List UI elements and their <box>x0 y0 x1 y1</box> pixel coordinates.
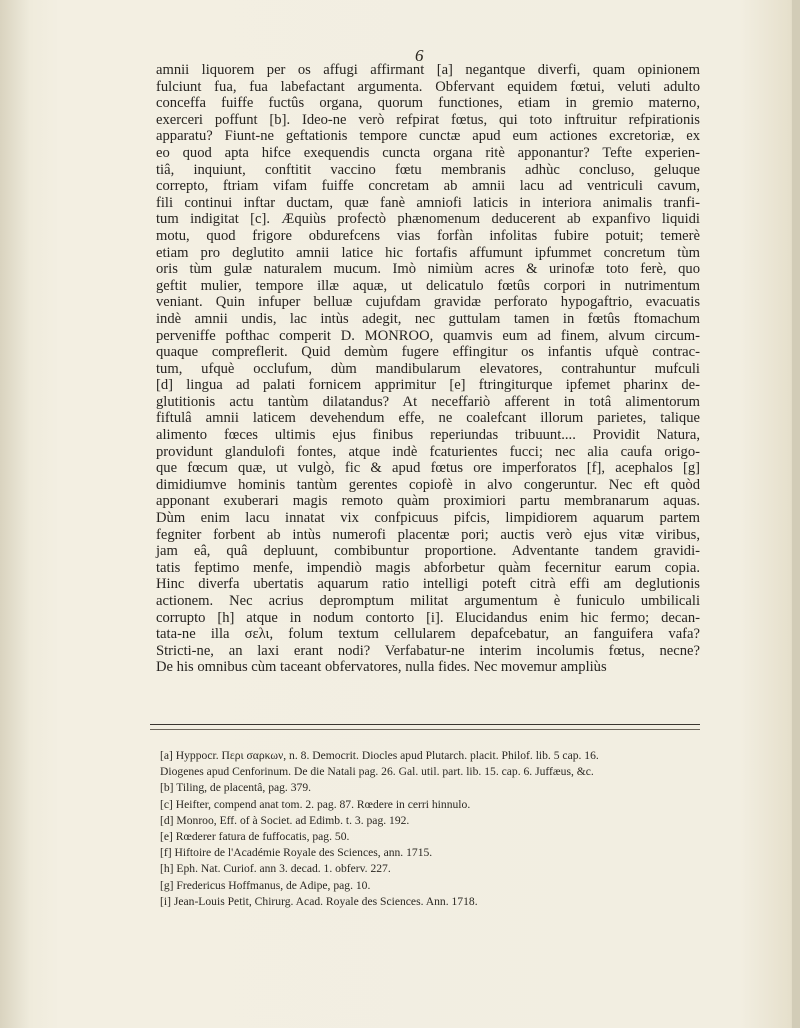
text-line: eo quod apta hifce exequendis cuncta organa ritè apponantur? Tefte experien- <box>156 144 700 161</box>
footnote-rule-thin <box>150 729 700 730</box>
text-line: corrupto [h] atque in nodum contorto [i]. Elucidandus enim hic fermo; decan- <box>156 609 700 626</box>
footnote: [b] Tiling, de placentâ, pag. 379. <box>160 781 312 795</box>
body-text <box>156 62 700 676</box>
text-line: oris tùm gulæ naturalem mucum. Imò nimiùm acres & urinofæ toto ferè, quo <box>156 261 700 278</box>
footnote: Diogenes apud Cenforinum. De die Natali pag. 26. Gal. util. part. lib. 15. cap. 6. Juffæus, &c. <box>160 765 594 779</box>
text-line: exerceri poffunt [b]. Ideo-ne verò refpirat fœtus, qui toto inftruitur refpirationis <box>156 111 700 128</box>
text-line: alimento fœces ultimis ejus finibus reperiundas tribuunt.... Providit Natura, <box>156 427 700 444</box>
text-line: [d] lingua ad palati fornicem apprimitur [e] ftringiturque ipfemet pharinx de- <box>156 377 700 394</box>
text-line: veniant. Quin infuper belluæ cujufdam gravidæ perforato hypogaftrio, evacuatis <box>156 294 700 311</box>
footnote: [e] Rœderer fatura de fuffocatis, pag. 50. <box>160 830 350 844</box>
text-line: geftit mulier, tempore illæ aquæ, ut delicatulo fœtûs corpori in nutrimentum <box>156 277 700 294</box>
footnote: [g] Fredericus Hoffmanus, de Adipe, pag. 10. <box>160 878 371 892</box>
text-line: tum, ufquè occlufum, dùm mandibularum elevatores, contrahuntur mufculi <box>156 360 700 377</box>
text-line: que fœcum quæ, ut vulgò, fic & apud fœtus ore imperforatos [f], acephalos [g] <box>156 460 700 477</box>
page-number: 6 <box>415 46 424 65</box>
text-line: fegniter forbent ab intùs numerofi placentæ pori; auctis verò ejus vitæ viribus, <box>156 526 700 543</box>
footnote: [h] Eph. Nat. Curiof. ann 3. decad. 1. obferv. 227. <box>160 862 391 876</box>
text-line: etiam pro deglutito amnii latice hic fortafis affumunt ipfummet concretum tùm <box>156 244 700 261</box>
text-line: Hinc diverfa ubertatis aquarum ratio intelligi poteft citrà effi am deglutionis <box>156 576 700 593</box>
footnote: [d] Monroo, Eff. of à Societ. ad Edimb. t. 3. pag. 192. <box>160 813 410 827</box>
text-line: Stricti-ne, an laxi erant nodi? Verfabatur-ne interim incolumis fœtus, necne? <box>156 642 700 659</box>
text-line: glutitionis actu tantùm dilatandus? At neceffariò afferent in totâ alimentorum <box>156 393 700 410</box>
text-line: De his omnibus cùm taceant obfervatores, nulla fides. Nec movemur ampliùs <box>156 659 607 676</box>
text-line: apparatu? Fiunt-ne geftationis tempore cunctæ apud eum actiones excretoriæ, ex <box>156 128 700 145</box>
text-line: quaque compreflerit. Quid demùm fugere effingitur os infantis ufquè contrac- <box>156 344 700 361</box>
text-line: tatis feptimo menfe, impendiò magis abforbetur quàm fecernitur earum copia. <box>156 559 700 576</box>
text-line: fili continui inftar ductam, quæ fanè amniofi laticis in interiora animalis tranfi- <box>156 194 700 211</box>
text-line: correpto, ftriam vifam fuiffe concretam ab amnii lacu ad ventriculi cavum, <box>156 178 700 195</box>
text-line: conceffa fuiffe fuctûs organa, quorum functiones, etiam in gremio materno, <box>156 95 700 112</box>
footnote: [a] Hyppocr. Περι σαρκων, n. 8. Democrit. Diocles apud Plutarch. placit. Philof. lib. 5 cap. 16. <box>160 749 599 762</box>
footnotes <box>160 748 705 910</box>
footnote-rule <box>150 724 700 725</box>
footnote: [i] Jean-Louis Petit, Chirurg. Acad. Royale des Sciences. Ann. 1718. <box>160 894 478 908</box>
text-line: tata-ne illa σελι, folum textum cellularem depafcebatur, an fanguifera vafa? <box>156 626 700 643</box>
text-line: jam eâ, quâ depluunt, combibuntur proportione. Adventante tandem gravidi- <box>156 543 700 560</box>
text-line: motu, quod frigore obdurefcens vias forfàn infolitas fubire potuit; temerè <box>156 227 700 244</box>
text-line: apponant exuberari magis remoto quàm proximiori partu membranarum aquas. <box>156 493 700 510</box>
footnote: [f] Hiftoire de l'Académie Royale des Sciences, ann. 1715. <box>160 846 433 860</box>
text-line: amnii liquorem per os affugi affirmant [a] negantque diverfi, quam opinionem <box>156 62 700 78</box>
page-edge <box>792 0 800 1028</box>
text-line: indè amnii undis, lac intùs adegit, nec guttulam tamen in fœtûs ftomachum <box>156 310 700 327</box>
text-line: tum indigitat [c]. Æquiùs profectò phænomenum deducerent ab expanfivo liquidi <box>156 211 700 228</box>
text-line: fiftulâ amnii laticem devehendum effe, ne coalefcant illorum parietes, talique <box>156 410 700 427</box>
text-line: actionem. Nec acrius depromptum militat argumentum è funiculo umbilicali <box>156 593 700 609</box>
text-line: dimidiumve hominis tantùm gerentes copiofè in alvo congeruntur. Nec eft quòd <box>156 476 700 493</box>
footnote: [c] Heifter, compend anat tom. 2. pag. 87. Rœdere in cerri hinnulo. <box>160 797 471 811</box>
text-line: fulciunt fua, fua labefactant argumenta. Obfervant equidem fœtui, veluti adulto <box>156 78 700 95</box>
text-line: providunt glandulofi fontes, atque indè fcaturientes fucci; nec alia caufa origo- <box>156 443 700 460</box>
text-line: perveniffe pofthac comperit D. MONROO, quamvis eum ad finem, alvum circum- <box>156 327 700 344</box>
text-line: tiâ, inquiunt, conftitit vaccino fœtu membranis adhùc concluso, geluque <box>156 161 700 178</box>
text-line: Dùm enim lacu innatat vix confpicuus pifcis, limpidiorem aquarum partem <box>156 510 700 527</box>
